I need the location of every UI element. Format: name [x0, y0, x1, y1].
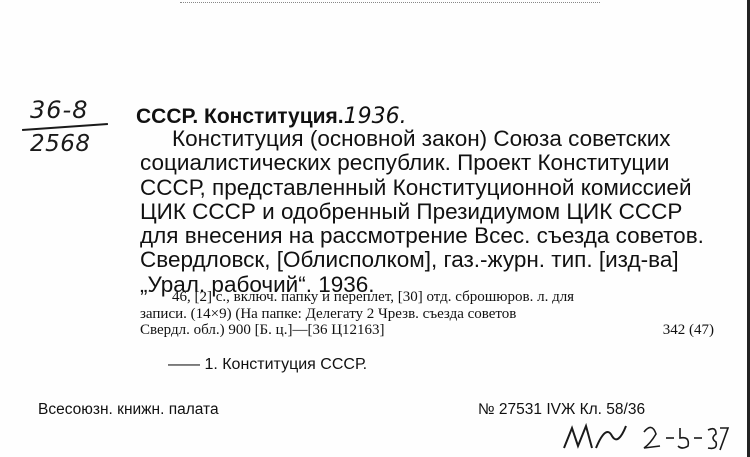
main-line-6: Свердловск, [Облисполком], газ.-журн. тип. [изд-ва] — [140, 247, 679, 273]
main-line-7: „Урал. рабочий“. 1936. — [140, 271, 375, 297]
details-line-3-right: 342 (47) — [662, 322, 714, 338]
details-line-1: 46, [2] с., включ. папку и переплет, [30] отд. сброшюров. л. для — [172, 289, 575, 305]
shelf-mark-top: 36-8 — [30, 96, 89, 124]
details-line-3-left: Свердл. обл.) 900 [Б. ц.]—[36 Ц12163] — [140, 322, 385, 338]
heading-prefix: СССР. Конституция. — [136, 105, 344, 128]
shelf-mark-bottom: 2568 — [30, 131, 91, 157]
record-number: № 27531 IVЖ Кл. 58/36 — [478, 401, 646, 418]
publisher-label: Всесоюзн. книжн. палата — [38, 401, 219, 418]
main-description — [140, 127, 714, 297]
shelf-mark-divider — [22, 123, 108, 131]
details-line-3 — [140, 322, 714, 339]
card-top-edge — [180, 2, 600, 4]
heading-year: 1936. — [343, 104, 407, 129]
main-line-1: Конституция (основной закон) Союза советских — [172, 126, 671, 151]
subject-heading: —— 1. Конституция СССР. — [168, 356, 368, 373]
handwritten-note-mark — [560, 418, 730, 454]
details-line-2: записи. (14×9) (На папке: Делегату 2 Чрезв. съезда советов — [140, 305, 517, 322]
physical-description — [140, 289, 714, 339]
main-line-4: ЦИК СССР и одобренный Президиумом ЦИК СССР — [140, 198, 683, 224]
main-line-2: социалистических республик. Проект Конституции — [140, 150, 670, 176]
main-line-3: СССР, представленный Конституционной комиссией — [140, 174, 692, 200]
main-line-5: для внесения на рассмотрение Всес. съезда советов. — [140, 223, 704, 249]
